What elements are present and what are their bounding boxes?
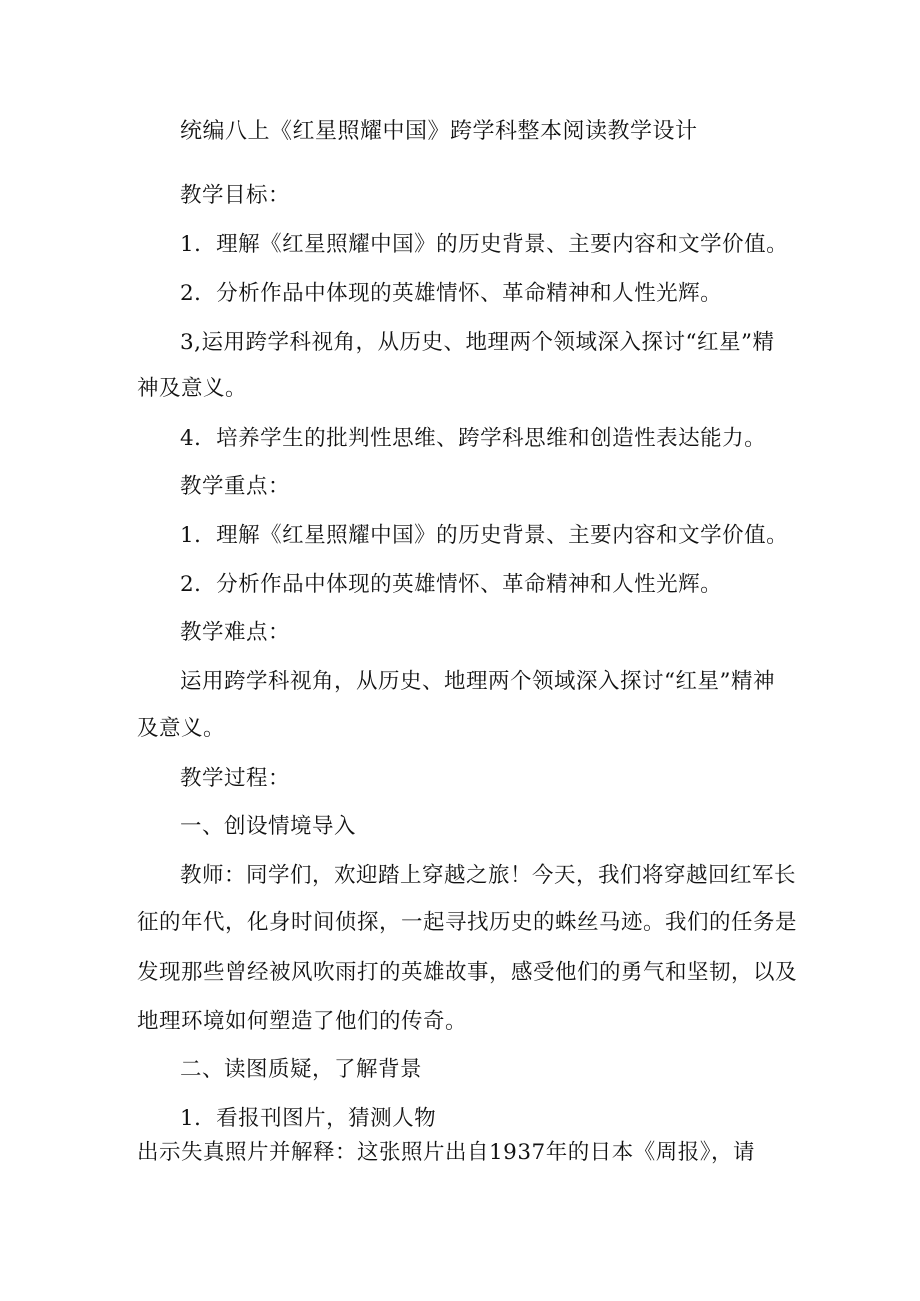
objective-item-3-cont: 神及意义。 bbox=[137, 376, 248, 401]
process-heading: 教学过程： bbox=[180, 766, 291, 791]
objective-item-3: 3,运用跨学科视角，从历史、地理两个领域深入探讨“红星”精 bbox=[180, 330, 775, 355]
section1-heading: 一、创设情境导入 bbox=[180, 814, 357, 839]
difficulty-line-2: 及意义。 bbox=[137, 716, 226, 741]
section1-line-4: 地理环境如何塑造了他们的传奇。 bbox=[137, 1009, 468, 1034]
key-point-item-1: 1．理解《红星照耀中国》的历史背景、主要内容和文学价值。 bbox=[180, 523, 789, 548]
key-point-item-2: 2．分析作品中体现的英雄情怀、革命精神和人性光辉。 bbox=[180, 572, 723, 597]
document-title: 统编八上《红星照耀中国》跨学科整本阅读教学设计 bbox=[180, 119, 698, 144]
section1-line-1: 教师：同学们，欢迎踏上穿越之旅！今天，我们将穿越回红军长 bbox=[180, 863, 797, 888]
section1-line-2: 征的年代，化身时间侦探，一起寻找历史的蛛丝马迹。我们的任务是 bbox=[137, 910, 798, 935]
objective-item-2: 2．分析作品中体现的英雄情怀、革命精神和人性光辉。 bbox=[180, 281, 723, 306]
objective-item-4: 4．培养学生的批判性思维、跨学科思维和创造性表达能力。 bbox=[180, 426, 767, 451]
difficulty-line-1: 运用跨学科视角，从历史、地理两个领域深入探讨“红星”精神 bbox=[180, 669, 775, 694]
objective-item-1: 1．理解《红星照耀中国》的历史背景、主要内容和文学价值。 bbox=[180, 232, 789, 257]
difficulty-heading: 教学难点： bbox=[180, 620, 291, 645]
objectives-heading: 教学目标： bbox=[180, 183, 291, 208]
section1-line-3: 发现那些曾经被风吹雨打的英雄故事，感受他们的勇气和坚韧，以及 bbox=[137, 960, 798, 985]
section2-item-1: 1．看报刊图片，猜测人物 bbox=[180, 1106, 437, 1131]
section2-heading: 二、读图质疑，了解背景 bbox=[180, 1057, 423, 1082]
key-points-heading: 教学重点： bbox=[180, 474, 291, 499]
section2-body-line: 出示失真照片并解释：这张照片出自1937年的日本《周报》，请 bbox=[137, 1140, 755, 1165]
